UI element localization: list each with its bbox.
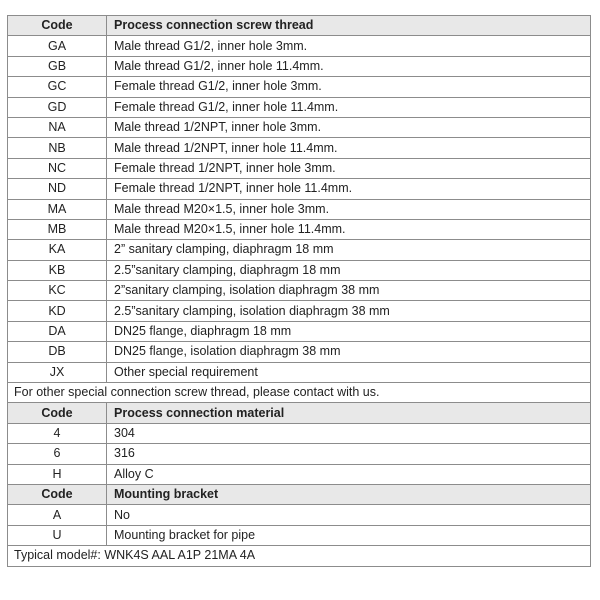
thread-code: NA [8,117,107,137]
thread-row [8,56,591,76]
thread-header-row [8,16,591,36]
thread-description: Female thread 1/2NPT, inner hole 11.4mm. [107,179,591,199]
thread-header-title: Process connection screw thread [107,16,591,36]
thread-code: GC [8,77,107,97]
bracket-description: No [107,505,591,525]
thread-description: Male thread G1/2, inner hole 3mm. [107,36,591,56]
thread-row [8,342,591,362]
thread-description: Other special requirement [107,362,591,382]
thread-description: 2”sanitary clamping, isolation diaphragm 38 mm [107,281,591,301]
thread-code: ND [8,179,107,199]
material-header-row [8,403,591,423]
material-code: 6 [8,444,107,464]
thread-code: DA [8,321,107,341]
thread-row [8,117,591,137]
bracket-code: U [8,525,107,545]
thread-row [8,301,591,321]
thread-description: 2” sanitary clamping, diaphragm 18 mm [107,240,591,260]
material-header-code: Code [8,403,107,423]
thread-code: KA [8,240,107,260]
material-row [8,423,591,443]
bracket-code: A [8,505,107,525]
thread-code: DB [8,342,107,362]
thread-note: For other special connection screw thread, please contact with us. [8,383,591,403]
ordering-code-table-body [8,16,591,567]
thread-row [8,321,591,341]
thread-description: Male thread M20×1.5, inner hole 3mm. [107,199,591,219]
thread-description: Male thread G1/2, inner hole 11.4mm. [107,56,591,76]
thread-row [8,138,591,158]
thread-description: Female thread 1/2NPT, inner hole 3mm. [107,158,591,178]
thread-code: JX [8,362,107,382]
thread-row [8,36,591,56]
thread-code: GB [8,56,107,76]
thread-row [8,97,591,117]
thread-row [8,362,591,382]
thread-code: KD [8,301,107,321]
thread-row [8,77,591,97]
thread-header-code: Code [8,16,107,36]
bracket-header-code: Code [8,484,107,504]
thread-row [8,260,591,280]
thread-note-row [8,383,591,403]
thread-code: NC [8,158,107,178]
bracket-row [8,505,591,525]
bracket-header-title: Mounting bracket [107,484,591,504]
bracket-description: Mounting bracket for pipe [107,525,591,545]
thread-code: KB [8,260,107,280]
thread-code: MA [8,199,107,219]
material-description: 304 [107,423,591,443]
material-row [8,444,591,464]
bracket-header-row [8,484,591,504]
thread-description: Male thread 1/2NPT, inner hole 11.4mm. [107,138,591,158]
thread-description: 2.5”sanitary clamping, diaphragm 18 mm [107,260,591,280]
thread-row [8,158,591,178]
thread-row [8,199,591,219]
thread-description: Female thread G1/2, inner hole 11.4mm. [107,97,591,117]
material-row [8,464,591,484]
material-description: 316 [107,444,591,464]
material-header-title: Process connection material [107,403,591,423]
spec-sheet [7,15,591,567]
bracket-row [8,525,591,545]
thread-row [8,240,591,260]
material-description: Alloy C [107,464,591,484]
thread-code: MB [8,219,107,239]
thread-row [8,179,591,199]
thread-row [8,219,591,239]
material-code: H [8,464,107,484]
thread-description: 2.5”sanitary clamping, isolation diaphragm 38 mm [107,301,591,321]
thread-description: DN25 flange, diaphragm 18 mm [107,321,591,341]
typical-model-row [8,546,591,566]
thread-code: NB [8,138,107,158]
thread-code: KC [8,281,107,301]
ordering-code-table [7,15,591,567]
thread-row [8,281,591,301]
typical-model: Typical model#: WNK4S AAL A1P 21MA 4A [8,546,591,566]
material-code: 4 [8,423,107,443]
thread-description: Male thread M20×1.5, inner hole 11.4mm. [107,219,591,239]
thread-description: DN25 flange, isolation diaphragm 38 mm [107,342,591,362]
thread-description: Female thread G1/2, inner hole 3mm. [107,77,591,97]
thread-code: GA [8,36,107,56]
thread-code: GD [8,97,107,117]
thread-description: Male thread 1/2NPT, inner hole 3mm. [107,117,591,137]
